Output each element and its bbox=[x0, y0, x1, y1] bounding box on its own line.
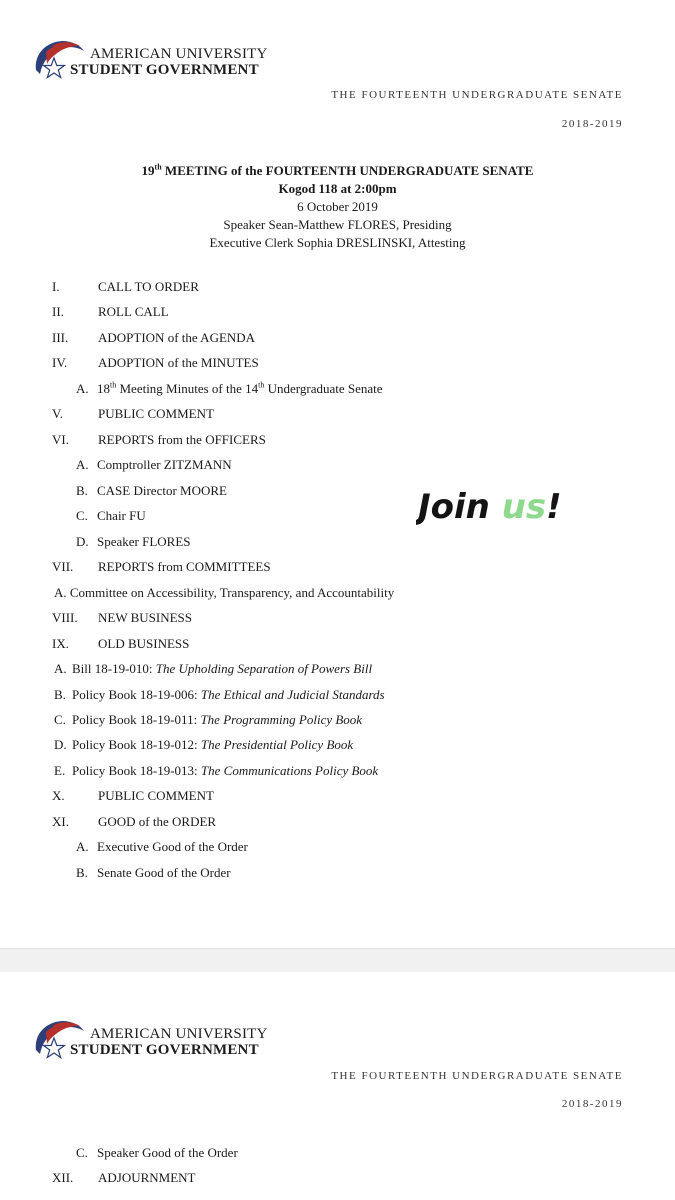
senate-header: THE FOURTEENTH UNDERGRADUATE SENATE bbox=[331, 1070, 623, 1082]
page-separator bbox=[0, 948, 675, 974]
org-name-line1: AMERICAN UNIVERSITY bbox=[90, 46, 268, 62]
meeting-header bbox=[0, 162, 675, 252]
aus-logo bbox=[32, 36, 282, 88]
join-us-overlay bbox=[416, 478, 596, 534]
senate-header: THE FOURTEENTH UNDERGRADUATE SENATE bbox=[331, 89, 623, 101]
session-years: 2018-2019 bbox=[561, 118, 623, 130]
aus-logo bbox=[32, 1016, 282, 1068]
meeting-presiding: Speaker Sean-Matthew FLORES, Presiding bbox=[223, 217, 452, 232]
agenda-subitem: A. Committee on Accessibility, Transparency, and Accountability bbox=[54, 585, 395, 600]
join-text: Join bbox=[418, 487, 502, 527]
meeting-location: Kogod 118 at 2:00pm bbox=[278, 181, 397, 196]
org-name-line1: AMERICAN UNIVERSITY bbox=[90, 1026, 268, 1042]
document-page-1: AMERICAN UNIVERSITY STUDENT GOVERNMENT THE FOURTEENTH UNDERGRADUATE SENATE 2018-2019 19th MEETING of the FOURTEENTH UNDERGRADUATE SENATE Kogod 118 at 2:00pm 6 October 2019 Speaker Sean-Matthew FLORES, Presiding Executive Clerk Sophia DRESLINSKI, Attesting I. CALL TO ORDER II. ROLL CALL III. ADOPTION of the AGENDA IV. ADOPTION of the MINUTES A. 18th Meeting Minutes of the 14th Undergraduate Senate V. PUBLIC COMMENT VI. REPORTS from the OFFICERS A. Comptroller ZITZMANN B. CASE Director MOORE C. Chair FU D. Speaker FLORES VII. REPORTS from COMMITTEES A. Committee on Accessibility, Transparency, and Accountability VIII. NEW BUSINESS IX. OLD BUSINESS A. Bill 18-19-010: The Upholding Separation of Powers Bill B. Policy Book 18-19-006: The Ethical and Judicial Standards C. Policy Book 18-19-011: The Programming Policy Book D. Policy Book 18-19-012: The Presidential Policy Book E. Policy Book 18-19-013: The Communications Policy Book X. PUBLIC COMMENT XI. GOOD of the ORDER A. Executive Good of the Order B. Senate Good of the Order Join us! bbox=[0, 0, 675, 948]
document-page-2: AMERICAN UNIVERSITY STUDENT GOVERNMENT THE FOURTEENTH UNDERGRADUATE SENATE 2018-2019 C. Speaker Good of the Order XII. ADJOURNMENT bbox=[0, 972, 675, 1200]
org-name-line2: STUDENT GOVERNMENT bbox=[70, 62, 259, 78]
meeting-attesting: Executive Clerk Sophia DRESLINSKI, Attesting bbox=[209, 235, 466, 250]
meeting-title: 19th MEETING of the FOURTEENTH UNDERGRADUATE SENATE bbox=[141, 162, 534, 178]
svg-text:Join us! bbox=[416, 487, 562, 527]
exclaim-text: ! bbox=[546, 487, 562, 527]
meeting-date: 6 October 2019 bbox=[297, 199, 378, 214]
org-name-line2: STUDENT GOVERNMENT bbox=[70, 1042, 259, 1058]
session-years: 2018-2019 bbox=[561, 1098, 623, 1110]
us-text: us bbox=[501, 487, 547, 527]
